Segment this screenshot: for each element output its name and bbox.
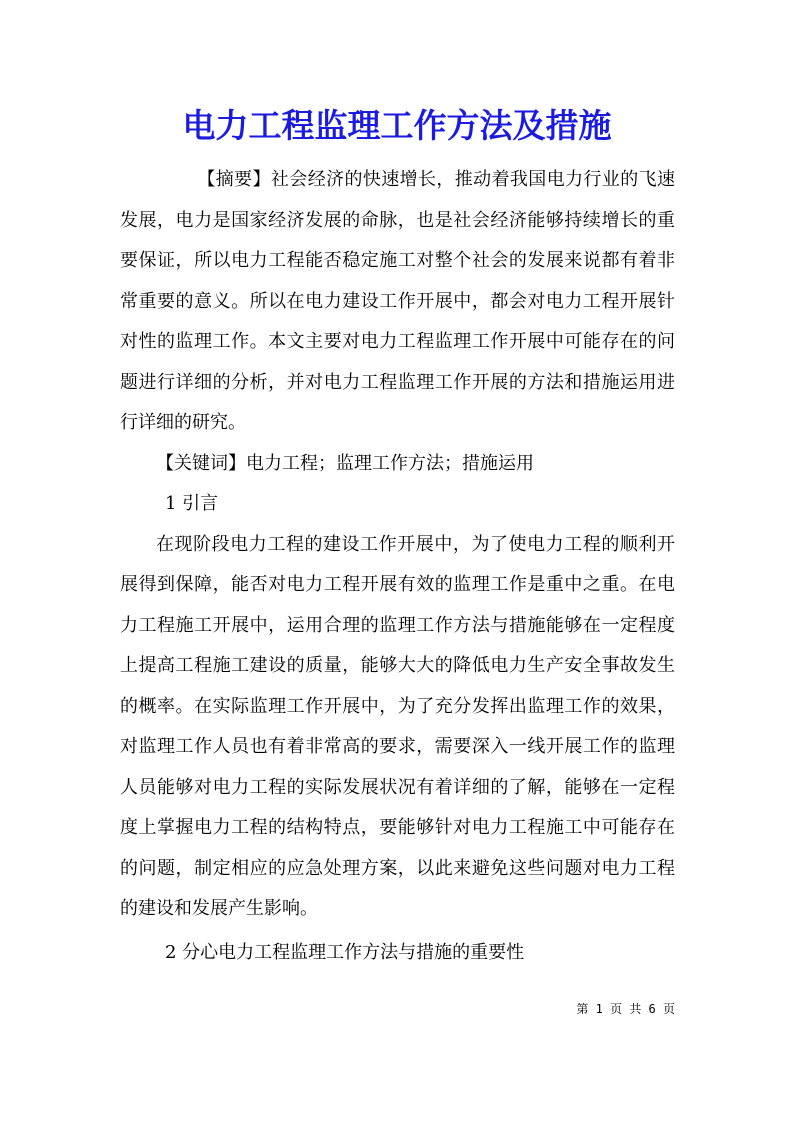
section-1-heading: 1 引言 <box>165 493 219 514</box>
abstract-paragraph: 【摘要】社会经济的快速增长，推动着我国电力行业的飞速发展，电力是国家经济发展的命脉，也是社会经济能够持续增长的重要保证，所以电力工程能否稳定施工对整个社会的发展来说都有着非常重要的意义。所以在电力建设工作开展中，都会对电力工程开展针对性的监理工作。本文主要对电力工程监理工作开展中可能存在的问题进行详细的分析，并对电力工程监理工作开展的方法和措施运用进行详细的研究。 <box>120 169 675 433</box>
document-body <box>120 160 675 973</box>
page-number-footer: 第 1 页 共 6 页 <box>576 1002 675 1016</box>
keywords-paragraph: 【关键词】电力工程；监理工作方法；措施运用 <box>156 452 534 474</box>
section-2-heading: 2 分心电力工程监理工作方法与措施的重要性 <box>165 941 525 963</box>
document-title: 电力工程监理工作方法及措施 <box>182 106 612 145</box>
section-1-paragraph: 在现阶段电力工程的建设工作开展中，为了使电力工程的顺利开展得到保障，能否对电力工程开展有效的监理工作是重中之重。在电力工程施工开展中，运用合理的监理工作方法与措施能够在一定程度上提高工程施工建设的质量，能够大大的降低电力生产安全事故发生的概率。在实际监理工作开展中，为了充分发挥出监理工作的效果，对监理工作人员也有着非常高的要求，需要深入一线开展工作的监理人员能够对电力工程的实际发展状况有着详细的了解，能够在一定程度上掌握电力工程的结构特点，要能够针对电力工程施工中可能存在的问题，制定相应的应急处理方案，以此来避免这些问题对电力工程的建设和发展产生影响。 <box>120 533 675 919</box>
